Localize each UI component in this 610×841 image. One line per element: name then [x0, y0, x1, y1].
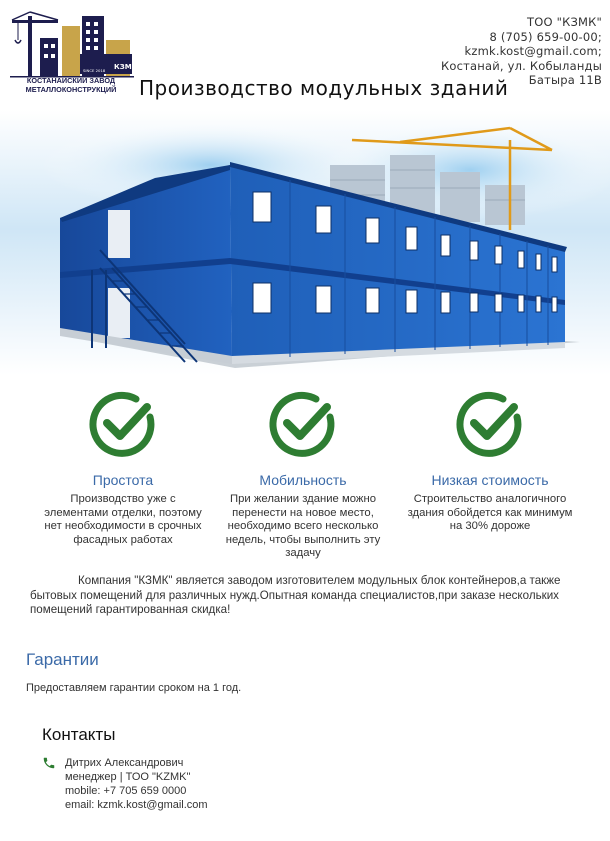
about-line: помещений гарантированная скидка!: [30, 603, 231, 616]
company-address-2: Батыра 11В: [528, 73, 602, 87]
feature-text-line: необходимо всего несколько: [227, 520, 379, 532]
page-title: Производство модульных зданий: [139, 76, 509, 100]
hero-modular-building-image: [0, 110, 610, 375]
check-circle-icon: [264, 385, 342, 463]
phone-icon: [42, 756, 56, 770]
feature-text-line: При желании здание можно: [230, 493, 376, 505]
contact-details: [65, 756, 208, 812]
feature-text-line: задачу: [285, 547, 321, 559]
feature-text-line: элементами отделки, поэтому: [44, 506, 202, 519]
svg-text:КЗМК: КЗМК: [114, 63, 138, 71]
contacts-heading: Контакты: [42, 725, 116, 744]
feature-text-line: на 30% дороже: [449, 520, 531, 532]
feature-title: Простота: [92, 472, 154, 488]
about-line: бытовых помещений для различных нужд.Опытная команда специалистов,при заказе нескольких: [30, 588, 559, 602]
check-circle-icon: [84, 385, 162, 463]
feature-title: Мобильность: [259, 472, 347, 488]
feature-text-line: фасадных работах: [73, 533, 173, 546]
contact-mobile[interactable]: mobile: +7 705 659 0000: [65, 785, 187, 797]
feature-text-line: Производство уже с: [70, 493, 176, 505]
feature-mobility: [208, 385, 398, 561]
logo-text: [12, 76, 130, 94]
feature-simplicity: [28, 385, 218, 547]
feature-text-line: Строительство аналогичного: [413, 493, 567, 505]
contact-role: менеджер | ТОО "KZMK": [65, 771, 191, 783]
check-circle-icon: [451, 385, 529, 463]
company-phone[interactable]: 8 (705) 659-00-00;: [489, 29, 602, 44]
guarantee-heading: Гарантии: [26, 650, 99, 669]
feature-text: [208, 493, 398, 561]
guarantee-text: Предоставляем гарантии сроком на 1 год.: [26, 682, 242, 694]
logo-line-2: МЕТАЛЛОКОНСТРУКЦИЙ: [25, 85, 117, 94]
about-line: Компания "КЗМК" является заводом изготовителем модульных блок контейнеров,а также: [78, 574, 561, 587]
feature-text: [395, 493, 585, 534]
about-company: [30, 574, 580, 618]
feature-low-cost: [395, 385, 585, 534]
company-address-1: Костанай, ул. Кобыланды: [440, 58, 602, 73]
feature-text: [28, 493, 218, 547]
feature-text-line: здания обойдется как минимум: [407, 506, 573, 519]
feature-text-line: перенести на новое место,: [232, 506, 374, 519]
company-name: ТОО "КЗМК": [527, 15, 602, 29]
logo-line-1: КОСТАНАЙСКИЙ ЗАВОД: [26, 76, 116, 85]
feature-title: Низкая стоимость: [431, 472, 549, 488]
feature-text-line: нет необходимости в срочных: [44, 520, 202, 532]
feature-text-line: недель, чтобы выполнить эту: [225, 533, 381, 546]
contact-name: Дитрих Александрович: [65, 757, 184, 769]
company-email[interactable]: kzmk.kost@gmail.com;: [464, 44, 602, 58]
contact-email[interactable]: email: kzmk.kost@gmail.com: [65, 799, 208, 811]
svg-text:SINCE 2018: SINCE 2018: [83, 68, 106, 73]
